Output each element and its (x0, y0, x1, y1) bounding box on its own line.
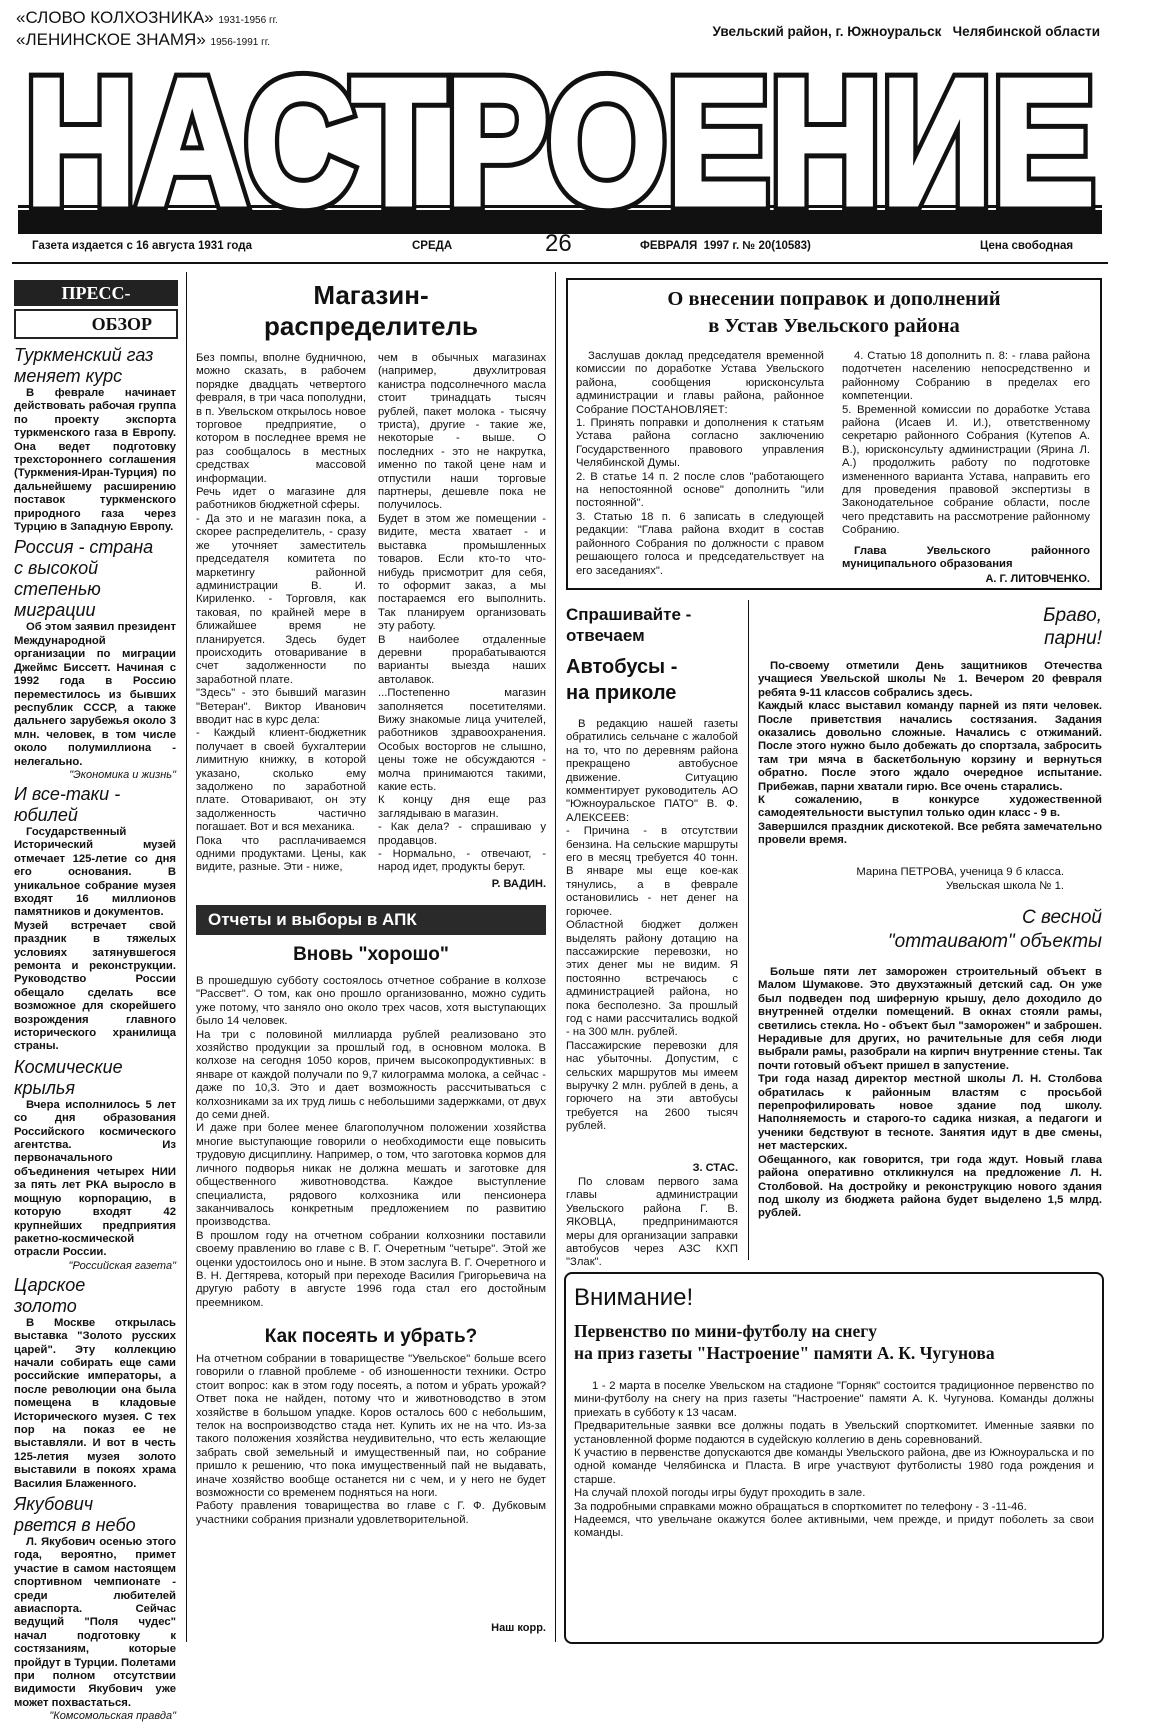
press-review-column (14, 345, 176, 1722)
rubric-migration: Россия - страна с высокой степенью миграции (14, 537, 154, 621)
source-kp: "Комсомольская правда" (49, 1710, 176, 1722)
charter-title: О внесении поправок и дополнений в Устав Увельского района (667, 288, 1001, 337)
logo-title-inline: НАСТРОЕНИЕ (25, 50, 1095, 236)
item-tsar-gold: В Москве открылась выставка "Золото русских царей". Эту коллекцию начали собирать еще сами российские императоры, а после революции она была помещена в кладовые Исторического музея. С тех пор на показ ее не выставляли. И вот в честь 125-летия музея золото выставили в покоях храма Василия Блаженного. (14, 1316, 176, 1490)
qa-author: З. СТАС. (692, 1162, 738, 1174)
apk-banner: Отчеты и выборы в АПК (196, 905, 546, 935)
old-years-1: 1931-1956 гг. (218, 15, 278, 26)
old-years-2: 1956-1991 гг. (210, 37, 270, 48)
qa-body: В редакцию нашей газеты обратились сельчане с жалобой на то, что по деревням района прекращено автобусное движение. Ситуацию комментирует руководитель АО "Южноуральское ПАТО" В. Ф. АЛЕКСЕЕВ: - Причина - в отсутствии бензина. На сельские маршруты его в месяц требуется 40 тонн. В январе мы еще кое-как тянулись, а в феврале остановились - нет денег на горючее. Областной бюджет должен выделять району дотацию на пассажирские перевозки, но этих денег мы не видим. Я постоянно встречаюсь с администрацией района, но пока бесполезно. За прошлый год с нами рассчитались водкой - на 300 млн. рублей. Пассажирские перевозки для нас убыточны. Допустим, с сельских маршрутов мы имеем выручку 2 млн. рублей в день, а горючего на эти автобусы требуется на 2600 тысяч рублей. (566, 718, 738, 1133)
logo-title: НАСТРОЕНИЕ (25, 50, 1095, 236)
shop-col-2: чем в обычных магазинах (например, двухлитровая канистра подсолнечного масла стоит тринадцать тысяч рублей, пакет молока - тысячу триста), другие - такие же, некоторые - выше. О последних - это не накрутка, именно по такой цене нам и отпустили наши торговые партнеры, дешевле пока не получилось. Будет в этом же помещении - видите, места хватает - и выставка промышленных товаров. Если кто-то что-нибудь присмотрит для себя, то оформит заказ, а мы постараемся его выполнить. Так планируем организовать эту работу. В наиболее отдаленные деревни прорабатываются варианты выезда наших автолавок. ...Постепенно магазин заполняется посетителями. Вижу знакомые лица учителей, работников здравоохранения. Особых восторгов не слышно, цены тоже не обсуждаются - молча принимаются такими, какие есть. К концу дня еще раз заглядываю в магазин. - Как дела? - спрашиваю у продавцов. - Нормально, - отвечают, - народ идет, продукты берут. (378, 352, 546, 874)
qa-rubric: Спрашивайте - отвечаем (566, 605, 692, 645)
bravo-rubric: Браво, парни! (1043, 605, 1102, 649)
qa-title: Автобусы - на приколе (566, 656, 678, 704)
notice-title: Первенство по мини-футболу на снегу на приз газеты "Настроение" памяти А. К. Чугунова (574, 1321, 995, 1363)
old-name-1: «СЛОВО КОЛХОЗНИКА» (16, 8, 214, 27)
apk-body-2: На отчетном собрании в товариществе "Увельское" больше всего говорили о главной проблеме - об изношенности техники. Остро стоит вопрос: как в этом году посеять, а потом и убрать урожай? Ответ пока не найден, потому что и животноводство в этом хозяйстве в большом упадке. Коров осталось 600 с небольшим, телок на воспроизводство стада нет. Купить их не на что. Из-за такого положения хозяйства неудивительно, что есть желающие забрать свой земельный и имущественный паи, но собрание пришло к решению, что пока имущественный пай не выдавать, иначе хозяйство вообще останется ни с чем, и у него не будет возможности со временем подняться на ноги. Работу правления товарищества во главе с Г. Ф. Дубковым участники собрания признали удовлетворительной. (196, 1353, 546, 1526)
item-jubilee: Государственный Исторический музей отмечает 125-летие со дня его основания. В уникальное собрание музея входят 16 миллионов памятников и документов. Музей встречает свой праздник в тяжелых условиях затянувшегося ремонта и реконструкции. Руководство России обещало сделать все возможное для скорейшего возрождения главного исторического хранилища страны. (14, 825, 176, 1053)
price: Цена свободная (980, 240, 1074, 252)
apk-title: Вновь "хорошо" (293, 944, 449, 965)
apk-author: Наш корр. (491, 1622, 546, 1634)
newspaper-logo (18, 50, 1102, 236)
since-line: Газета издается с 16 августа 1931 года (32, 240, 252, 252)
old-name-2: «ЛЕНИНСКОЕ ЗНАМЯ» (16, 30, 206, 49)
issue-day: 26 (545, 230, 572, 257)
rubric-space-wings: Космические крылья (14, 1056, 123, 1098)
shop-author: Р. ВАДИН. (491, 878, 546, 890)
shop-col-1: Без помпы, вполне будничною, можно сказать, в рабочем порядке двадцать четвертого февраля, в три часа пополудни, в п. Увельском открылось новое торговое предприятие, о котором в последнее время не раз сообщалось в местных средствах массовой информации. Речь идет о магазине для работников бюджетной сферы. - Да это и не магазин пока, а скорее распределитель, - сразу же уточняет заместитель председателя комитета по маркетингу районной администрации В. И. Кириленко. - Торговля, как таковая, по крайней мере в ближайшее время не планируется. Здесь будет происходить отоваривание в счет задолженности по заработной плате. "Здесь" - это бывший магазин "Ветеран". Виктор Иванович вводит нас в курс дела: - Каждый клиент-бюджетник получает в своей бухгалтерии лимитную книжку, в которой указано, сколько ему задолжено по заработной плате. Отоваривают, он эту задолженность частично погашает. Вот и вся механика. Пока что расплачиваемся одними продуктами. Цены, как видите, разные. Эти - ниже, (196, 352, 366, 874)
bravo-sign-1: Марина ПЕТРОВА, ученица 9 б класса. (856, 866, 1064, 878)
issue-number: ФЕВРАЛЯ 1997 г. № 20(10583) (640, 240, 811, 252)
badge-top: ПРЕСС- (14, 280, 178, 306)
charter-sign-role: Глава Увельского районного муниципального образования (842, 545, 1090, 571)
bravo-body: По-своему отметили День защитников Отечества учащиеся Увельской школы № 1. Вечером 20 февраля ребята 9-11 классов собрались здесь. Каждый класс выставил команду парней из пяти человек. После приветствия начались состязания. Задания оказались довольно сложные. Начались с отжиманий. После этого нужно было добежать до спортзала, забросить там три мяча в баскетбольную корзину и вернуться обратно. После этого ждало очередное испытание. Прибежав, парни хватали гирю. Все очень старались. К сожалению, в конкурсе художественной самодеятельности выступил только один класс - 9 в. Завершился праздник дискотекой. Все ребята замечательно провели время. (758, 660, 1102, 847)
region-line: Увельский район, г. Южноуральск Челябинской области (712, 24, 1100, 39)
rubric-jubilee: И все-таки - юбилей (14, 783, 121, 825)
item-space-wings: Вчера исполнилось 5 лет со дня образования Российского космического агентства. Из первоначального объединения четырех НИИ за пять лет РКА выросло в мощную корпорацию, в которую входят 42 крупнейших предприятия ракетно-космической отрасли России. (14, 1098, 176, 1259)
item-turkmen-gas: В феврале начинает действовать рабочая группа по проекту экспорта туркменского газа в Европу. Она ведет подготовку трехстороннего соглашения (Туркмения-Иран-Турция) по дальнейшему расширению поставок туркменского природного газа через Турцию в Западную Европу. (14, 387, 176, 534)
qa-afterword: По словам первого зама главы администрации Увельского района Г. В. ЯКОВЦА, предпринимаются меры для организации заправки автобусов через АЗС КХП "Злак". (566, 1176, 738, 1269)
item-migration: Об этом заявил президент Международной организации по миграции Джеймс Биссетт. Начиная с 1992 года в Россию переместилось из бывших республик СССР, а также дальнего зарубежья около 3 млн. человек, в том числе около полумиллиона - нелегально. (14, 621, 176, 768)
source-economy: "Экономика и жизнь" (69, 768, 176, 781)
masthead-old-names (16, 8, 346, 52)
rubric-turkmen-gas: Туркменский газ меняет курс (14, 345, 154, 386)
notice-label: Внимание! (574, 1284, 694, 1311)
rubric-yakubovich: Якубович рвется в небо (14, 1494, 136, 1535)
source-rg: "Российская газета" (68, 1259, 176, 1272)
press-review-badge (14, 280, 178, 340)
rubric-tsar-gold: Царское золото (14, 1274, 86, 1316)
charter-col-2: 4. Статью 18 дополнить п. 8: - глава района подотчетен населению непосредственно и районному Собранию в пределах его компетенции. 5. Временной комиссии по доработке Устава района (Исаев И. И.), ответственному секретарю районного Собрания (Кутепов А. В.), юрисконсульту администрации (Ярина Л. А.) продолжить работу по подготовке измененного варианта Устава, направить его для проведения правовой экспертизы в Законодательное собрание области, после чего представить на рассмотрение районному Собранию. (842, 350, 1090, 537)
weekday: СРЕДА (412, 240, 453, 252)
apk-title-2: Как посеять и убрать? (264, 1326, 478, 1347)
charter-col-1: Заслушав доклад председателя временной комиссии по доработке Устава Увельского района, сообщения юрисконсульта администрации и главы района, районное Собрание ПОСТАНОВЛЯЕТ: 1. Принять поправки и дополнения к статьям Устава района согласно заключению Государственного правового управления Челябинской Думы. 2. В статье 14 п. 2 после слов "работающего на непостоянной основе" дополнить "или постоянной". 3. Статью 18 п. 6 записать в следующей редакции: "Глава района входит в состав районного Собрания по должности с правом решающего голоса и председательствует на его заседаниях". (576, 350, 824, 577)
item-yakubovich: Л. Якубович осенью этого года, вероятно, примет участие в самом настоящем спортивном чемпионате - среди любителей авиаспорта. Сейчас ведущий "Поля чудес" начал подготовку к состязаниям, которые пройдут в Турции. Полетами при полном отсутствии видимости Якубович уже может похвастаться. (14, 1536, 176, 1709)
bravo-sign-2: Увельская школа № 1. (945, 880, 1064, 892)
spring-rubric: С весной "оттаивают" объекты (887, 907, 1102, 952)
shop-title: Магазин- распределитель (263, 280, 478, 341)
badge-bottom: ОБЗОР (14, 309, 178, 339)
apk-body: В прошедшую субботу состоялось отчетное собрание в колхозе "Рассвет". О том, как оно прошло организованно, можно судить уже потому, что заняло оно около трех часов, хотя выступающих было 14 человек. На три с половиной миллиарда рублей реализовано это хозяйство продукции за прошлый год, в основном молока. В колхозе на сегодня 1050 коров, причем высокопродуктивных: в январе от каждой получали по 9,7 килограмма молока, а сейчас - даже по 10,3. Это и дает возможность рассчитываться с колхозниками за их труд лишь с небольшими задержками, от двух до семи дней. И даже при более менее благополучном положении хозяйства многие выступающие говорили о необходимости еще повысить трудовую дисциплину. Например, о том, что заготовка кормов для личного подворья никак не должна мешать и заготовке для общественного животноводства. Каждое выступление специалиста, рядового колхозника или пенсионера заканчивалось конкретным предложением по развитию производства. В прошлом году на отчетном собрании колхозники поставили своему правлению во главе с В. Г. Очеретным "четыре". Этой же оценки удостоилось оно и ныне. В этом заслуга В. Г. Очеретного и В. Н. Дегтярева, который при переходе Василия Григорьевича на другую работу в августе 1996 года стал его достойным преемником. (196, 975, 546, 1309)
notice-body: 1 - 2 марта в поселке Увельском на стадионе "Горняк" состоится традиционное первенство по мини-футболу на снегу на приз газеты "Настроение" памяти А. К. Чугунова. Команды должны приехать в субботу к 13 часам. Предварительные заявки все должны подать в Увельский спорткомитет. Именные заявки по установленной форме подаются в судейскую коллегию в день соревнований. К участию в первенстве допускаются две команды Увельского района, две из Южноуральска и по одной команде Челябинска и Пласта. В игре участвуют футболисты 1980 года рождения и старше. На случай плохой погоды игры будут проходить в зале. За подробными справками можно обращаться в спорткомитет по телефону - 3 -11-46. Надеемся, что увельчане окажутся более активными, чем прежде, и придут поболеть за свои команды. (574, 1380, 1094, 1540)
spring-body: Больше пяти лет заморожен строительный объект в Малом Шумакове. Это двухэтажный детский сад. Он уже был подведен под шиферную крышу, дело доходило до внутренней отделки помещений. В окнах стояли рамы, светились стекла. Но - объект был "заморожен" и заброшен. Нерадивые для других, но рачительные для себя люди выбрали рамы, разобрали на кирпич внутренние стены. Так почти готовый объект пришел в запустение. Три года назад директор местной школы Л. Н. Столбова обратилась к районным властям с просьбой перепрофилировать новое здание под школу. Наполняемость и старого-то садика низкая, а педагоги и ученики бедствуют в тесноте. Занятия идут в две смены, нет мастерских. Обещанного, как говорится, три года ждут. Новый глава района оперативно откликнулся на предложение Л. Н. Столбовой. На достройку и реконструкцию нового здания под школу из бюджета района будет выделено 1,5 млрд. рублей. (758, 966, 1103, 1220)
charter-sign-name: А. Г. ЛИТОВЧЕНКО. (985, 573, 1090, 585)
